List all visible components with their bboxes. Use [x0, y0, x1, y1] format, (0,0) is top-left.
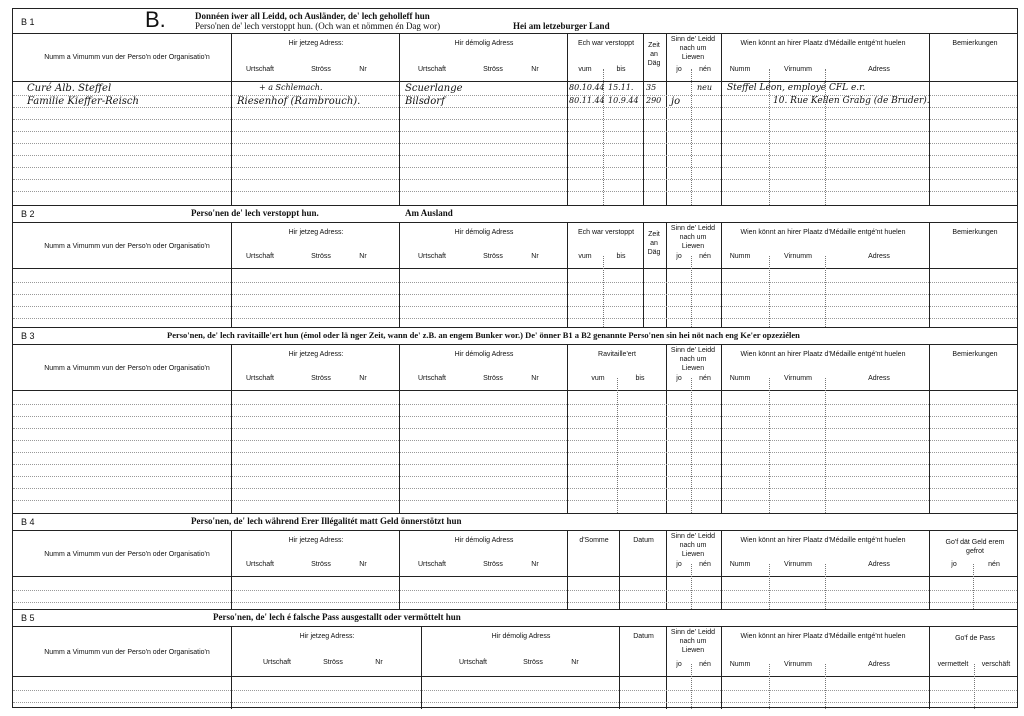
number-header: Nr — [359, 66, 367, 73]
b3-no-header: nén — [699, 375, 711, 382]
b4-repaid-no-header: nén — [988, 561, 1000, 568]
b5-distributed-header: vermettelt — [937, 661, 969, 668]
b3-risk-header: Sinn de' Leidd nach um Liewen — [670, 347, 716, 372]
b5-title: Perso'nen, de' lech é falsche Pass ausgestallt oder vermöttelt hun — [213, 612, 461, 622]
b1-code: B 1 — [21, 17, 35, 27]
first-name-header: Virnumm — [784, 66, 812, 73]
b4-last-name-header: Numm — [729, 561, 751, 568]
b3-ravitaille-header: Ravitaille'ert — [598, 351, 636, 358]
b2-name-col-header: Numm a Vimumm vun der Perso'n oder Organisatio'n — [44, 243, 210, 250]
b3-name-col-header: Numm a Vimumm vun der Perso'n oder Organisatio'n — [44, 365, 210, 372]
b5-past-locality-header: Urtschaft — [458, 659, 487, 666]
b5-last-name-header: Numm — [729, 661, 751, 668]
b1-row1-medal: Steffel Léon, employé CFL e.r. — [727, 83, 866, 93]
section-b5 — [13, 609, 1017, 709]
b3-last-name-header: Numm — [729, 375, 751, 382]
b3-title-row — [13, 328, 1017, 345]
b3-first-name-header: Virnumm — [784, 375, 812, 382]
b5-yes-header: jo — [676, 661, 682, 668]
locality-header: Urtschaft — [245, 66, 274, 73]
b5-pass-header: Go'f de Pass — [955, 635, 995, 642]
b1-row2-from: 80.11.44 — [569, 96, 605, 105]
b2-street-header: Ströss — [311, 253, 331, 260]
b1-row2-to: 10.9.44 — [608, 96, 639, 105]
b2-past-locality-header: Urtschaft — [417, 253, 446, 260]
b2-header — [13, 222, 1017, 269]
b4-past-address-header: Hir démolig Adress — [454, 537, 514, 544]
b3-from-header: vum — [591, 375, 605, 382]
b4-code: B 4 — [21, 517, 35, 527]
address-header: Adress — [868, 66, 890, 73]
b3-number-header: Nr — [359, 375, 367, 382]
b1-row1-risk: neu — [697, 83, 713, 92]
b4-locality-header: Urtschaft — [245, 561, 274, 568]
risk-header: Sinn de' Leidd nach um Liewen — [670, 36, 716, 61]
b1-row2-days: 290 — [646, 96, 662, 105]
b5-address-header: Adress — [868, 661, 890, 668]
b2-risk-header: Sinn de' Leidd nach um Liewen — [670, 225, 716, 250]
past-street-header: Ströss — [483, 66, 503, 73]
form-sheet — [12, 8, 1018, 708]
b1-header — [13, 33, 1017, 82]
b3-code: B 3 — [21, 331, 35, 341]
b5-code: B 5 — [21, 613, 35, 623]
last-name-header: Numm — [729, 66, 751, 73]
b1-title-row — [13, 9, 1017, 34]
b1-row2-medal: 10. Rue Kellen Grabg (de Bruder). — [773, 96, 930, 106]
b2-title: Perso'nen de' lech verstoppt hun. — [191, 208, 319, 218]
past-number-header: Nr — [531, 66, 539, 73]
b5-name-col-header: Numm a Vimumm vun der Perso'n oder Organisatio'n — [44, 649, 210, 656]
b1-row1-past: Scuerlange — [405, 83, 463, 94]
b2-past-address-header: Hir démolig Adress — [454, 229, 514, 236]
b2-remarks-header: Bemierkungen — [952, 229, 998, 236]
b4-number-header: Nr — [359, 561, 367, 568]
b1-row1-from: 80.10.44 — [569, 83, 605, 92]
b2-hidden-header: Ech war verstoppt — [577, 229, 635, 236]
hidden-header: Ech war verstoppt — [577, 40, 635, 47]
b4-money-repaid-header: Go'f dät Geld erem gefrot — [945, 539, 1005, 555]
b2-address-header: Adress — [868, 253, 890, 260]
b5-past-address-header: Hir démolig Adress — [491, 633, 551, 640]
b5-current-address-header: Hir jetzeg Adress: — [299, 633, 355, 640]
days-header: Zeit an Däg — [647, 42, 661, 67]
b5-first-name-header: Virnumm — [784, 661, 812, 668]
b2-past-street-header: Ströss — [483, 253, 503, 260]
b4-repaid-yes-header: jo — [951, 561, 957, 568]
b1-row1-name: Curé Alb. Steffel — [27, 83, 112, 94]
b2-medal-header: Wien könnt an hirer Plaatz d'Médaille entgé'nt huelen — [740, 229, 906, 236]
form-letter: B. — [145, 7, 166, 32]
b5-street-header: Ströss — [323, 659, 343, 666]
b1-row2-risk: jo — [671, 96, 681, 107]
b3-street-header: Ströss — [311, 375, 331, 382]
b3-past-number-header: Nr — [531, 375, 539, 382]
b3-medal-header: Wien könnt an hirer Plaatz d'Médaille entgé'nt huelen — [740, 351, 906, 358]
from-header: vum — [578, 66, 592, 73]
b2-locality-header: Urtschaft — [245, 253, 274, 260]
section-b3 — [13, 327, 1017, 513]
b1-title-place: Hei am letzeburger Land — [513, 21, 610, 31]
b3-locality-header: Urtschaft — [245, 375, 274, 382]
yes-header: jo — [676, 66, 682, 73]
b1-row2-current: Riesenhof (Rambrouch). — [237, 96, 361, 107]
b1-row1-days: 35 — [646, 83, 657, 92]
b5-risk-header: Sinn de' Leidd nach um Liewen — [670, 629, 716, 654]
name-col-header: Numm a Vimumm vun der Perso'n oder Organisatio'n — [44, 54, 210, 61]
current-address-header: Hir jetzeg Adress: — [288, 40, 344, 47]
b2-first-name-header: Virnumm — [784, 253, 812, 260]
b1-row1-to: 15.11. — [608, 83, 634, 92]
b2-title-row — [13, 206, 1017, 223]
b4-title-row — [13, 514, 1017, 531]
b4-street-header: Ströss — [311, 561, 331, 568]
b5-locality-header: Urtschaft — [262, 659, 291, 666]
b2-title-place: Am Ausland — [405, 208, 453, 218]
b3-current-address-header: Hir jetzeg Adress: — [288, 351, 344, 358]
b5-number-header: Nr — [375, 659, 383, 666]
b4-date-header: Datum — [633, 537, 654, 544]
b1-row2-past: Bilsdorf — [405, 96, 445, 107]
b4-past-locality-header: Urtschaft — [417, 561, 446, 568]
b3-past-street-header: Ströss — [483, 375, 503, 382]
b4-yes-header: jo — [676, 561, 682, 568]
b2-to-header: bis — [616, 253, 626, 260]
b3-remarks-header: Bemierkungen — [952, 351, 998, 358]
b2-yes-header: jo — [676, 253, 682, 260]
b4-risk-header: Sinn de' Leidd nach um Liewen — [670, 533, 716, 558]
b4-past-street-header: Ströss — [483, 561, 503, 568]
b1-row2-name: Familie Kieffer-Reisch — [27, 96, 139, 107]
section-b1 — [13, 9, 1017, 205]
b4-header — [13, 530, 1017, 577]
b2-past-number-header: Nr — [531, 253, 539, 260]
b2-number-header: Nr — [359, 253, 367, 260]
b4-past-number-header: Nr — [531, 561, 539, 568]
remarks-header: Bemierkungen — [952, 40, 998, 47]
b5-medal-header: Wien könnt an hirer Plaatz d'Médaille entgé'nt huelen — [740, 633, 906, 640]
b5-issued-header: verschäft — [981, 661, 1011, 668]
b3-header — [13, 344, 1017, 391]
b5-header — [13, 626, 1017, 677]
b2-code: B 2 — [21, 209, 35, 219]
b4-sum-header: d'Somme — [579, 537, 609, 544]
b1-title-line2: Perso'nen de' lech verstoppt hun. (Och wan et nömmen én Dag wor) — [195, 21, 441, 31]
b1-row1-current: + a Schlemach. — [259, 83, 323, 92]
b2-last-name-header: Numm — [729, 253, 751, 260]
b4-first-name-header: Virnumm — [784, 561, 812, 568]
b1-title-line1: Donnéen iwer all Leidd, och Ausländer, de' lech geholleff hun — [195, 11, 430, 21]
b4-title: Perso'nen, de' lech während Erer Illégalitét matt Geld önnerstötzt hun — [191, 516, 462, 526]
b4-address-header: Adress — [868, 561, 890, 568]
street-header: Ströss — [311, 66, 331, 73]
no-header: nén — [699, 66, 711, 73]
b2-no-header: nén — [699, 253, 711, 260]
b2-days-header: Zeit an Däg — [647, 231, 661, 256]
past-address-header: Hir démolig Adress — [454, 40, 514, 47]
b3-to-header: bis — [635, 375, 645, 382]
to-header: bis — [616, 66, 626, 73]
section-b4 — [13, 513, 1017, 609]
medal-header: Wien könnt an hirer Plaatz d'Médaille entgé'nt huelen — [740, 40, 906, 47]
past-locality-header: Urtschaft — [417, 66, 446, 73]
b3-past-locality-header: Urtschaft — [417, 375, 446, 382]
b3-address-header: Adress — [868, 375, 890, 382]
b5-title-row — [13, 610, 1017, 627]
b3-title: Perso'nen, de' lech ravitaille'ert hun (émol oder lä nger Zeit, wann de' z.B. an engem Bunker wor.) De' önner B1 a B2 genannte Perso'nen sin hei nöt nach eng Ke'er opzeziélen — [167, 330, 800, 340]
b3-past-address-header: Hir démolig Adress — [454, 351, 514, 358]
section-b2 — [13, 205, 1017, 327]
b3-yes-header: jo — [676, 375, 682, 382]
b5-past-number-header: Nr — [571, 659, 579, 666]
b4-no-header: nén — [699, 561, 711, 568]
b4-current-address-header: Hir jetzeg Adress: — [288, 537, 344, 544]
b2-from-header: vum — [578, 253, 592, 260]
b2-current-address-header: Hir jetzeg Adress: — [288, 229, 344, 236]
b4-medal-header: Wien könnt an hirer Plaatz d'Médaille entgé'nt huelen — [740, 537, 906, 544]
b5-past-street-header: Ströss — [523, 659, 543, 666]
b4-name-col-header: Numm a Vimumm vun der Perso'n oder Organisatio'n — [44, 551, 210, 558]
b5-date-header: Datum — [633, 633, 654, 640]
b5-no-header: nén — [699, 661, 711, 668]
